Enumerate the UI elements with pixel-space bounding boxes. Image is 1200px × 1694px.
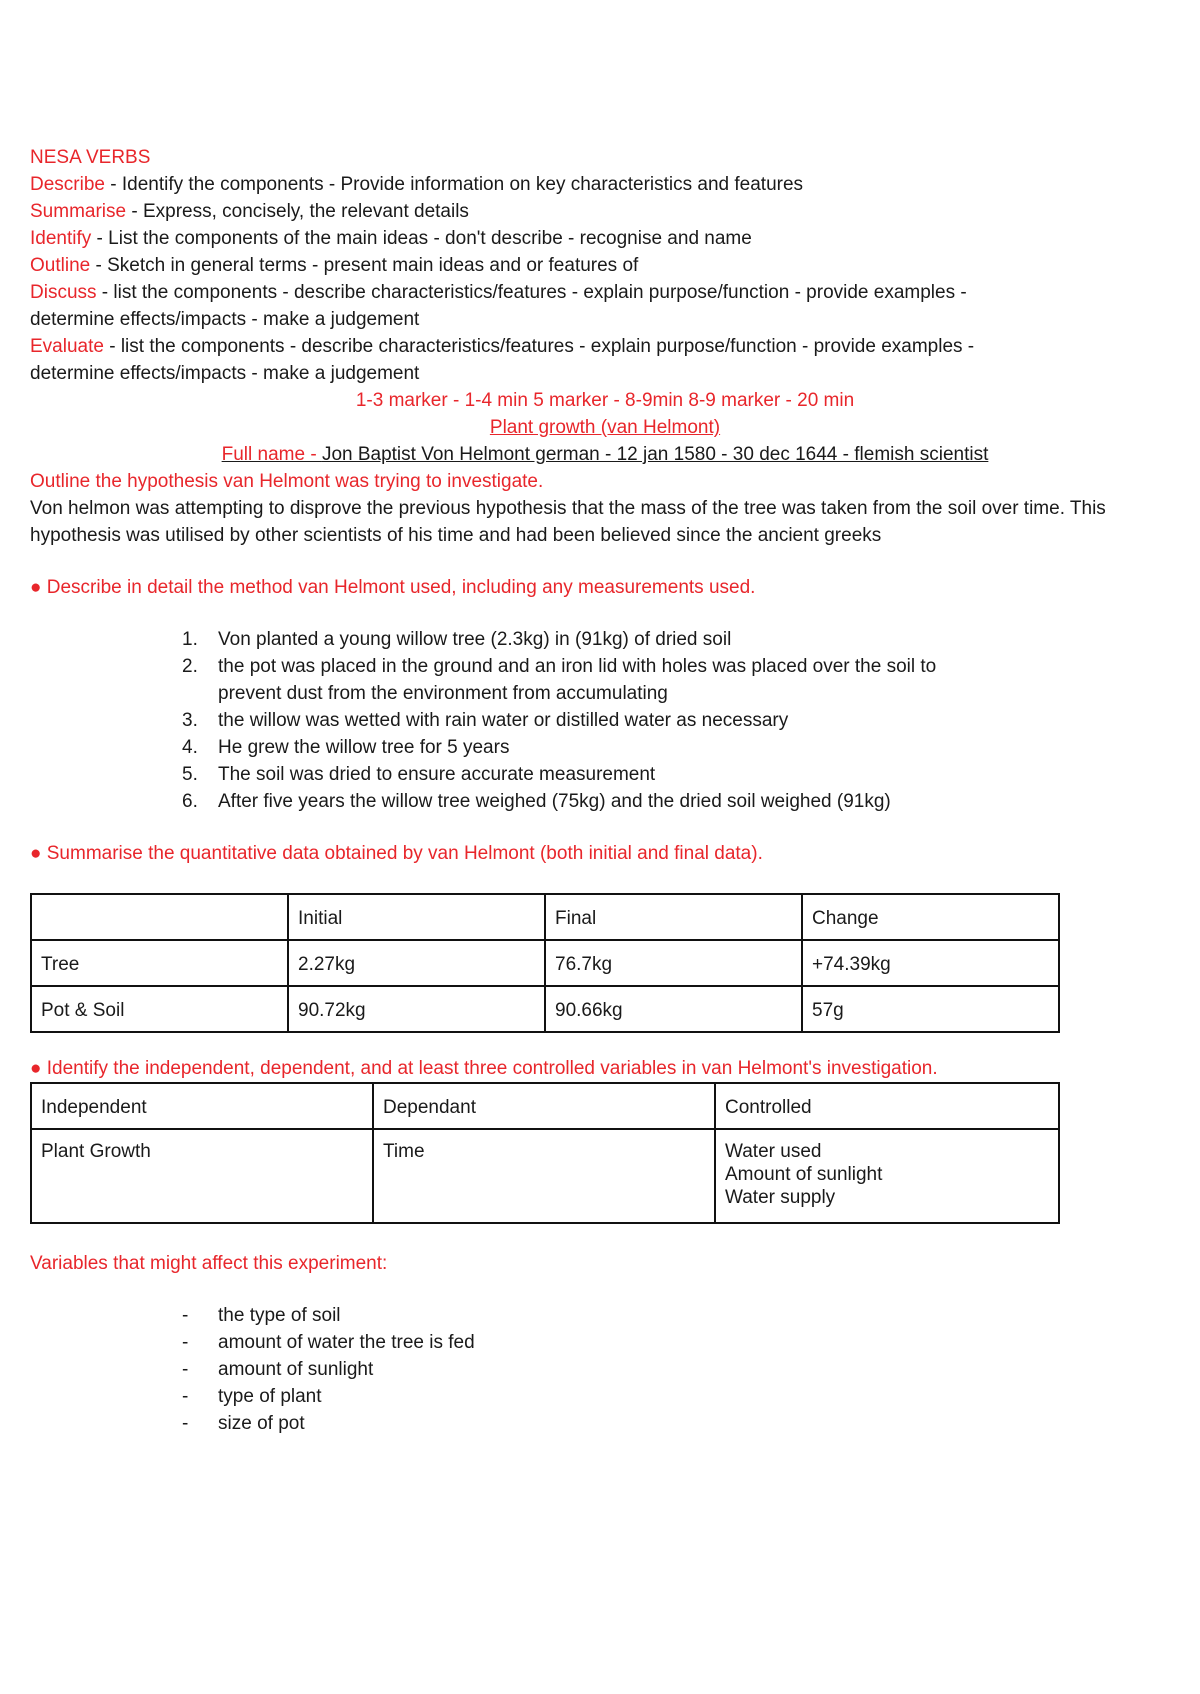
table-cell: 90.72kg bbox=[288, 986, 545, 1032]
list-item-text: the type of soil bbox=[218, 1305, 341, 1326]
dependent-variable-cell: Time bbox=[373, 1129, 715, 1223]
verb-summarise bbox=[30, 198, 1180, 225]
affect-heading: Variables that might affect this experiment: bbox=[30, 1253, 388, 1274]
verb-discuss-continued: determine effects/impacts - make a judgement bbox=[30, 309, 420, 330]
list-item bbox=[30, 1410, 1180, 1437]
table-cell: 2.27kg bbox=[288, 940, 545, 986]
list-item-text: type of plant bbox=[218, 1386, 322, 1407]
list-item bbox=[30, 707, 1180, 734]
controlled-variable: Water used bbox=[725, 1141, 822, 1162]
question-variables: ● Identify the independent, dependent, and at least three controlled variables in van Helmont's investigation. bbox=[30, 1058, 938, 1079]
step-text: the pot was placed in the ground and an iron lid with holes was placed over the soil to bbox=[218, 656, 937, 677]
step-number: 2. bbox=[182, 656, 198, 677]
affect-variables-list bbox=[30, 1302, 1180, 1437]
step-text: the willow was wetted with rain water or distilled water as necessary bbox=[218, 710, 789, 731]
dash-bullet: - bbox=[182, 1413, 189, 1434]
controlled-variable: Water supply bbox=[725, 1187, 836, 1208]
full-name-label: Full name - bbox=[221, 444, 322, 465]
list-item-text: amount of water the tree is fed bbox=[218, 1332, 475, 1353]
spacer bbox=[30, 815, 1180, 840]
independent-variable-cell: Plant Growth bbox=[31, 1129, 373, 1223]
list-item bbox=[30, 653, 1180, 707]
question-quantitative: ● Summarise the quantitative data obtained by van Helmont (both initial and final data). bbox=[30, 843, 763, 864]
table-header-cell: Final bbox=[545, 894, 802, 940]
table-cell: 76.7kg bbox=[545, 940, 802, 986]
step-number: 5. bbox=[182, 764, 198, 785]
list-item bbox=[30, 788, 1180, 815]
list-item-text: size of pot bbox=[218, 1413, 305, 1434]
markers-line: 1-3 marker - 1-4 min 5 marker - 8-9min 8-9 marker - 20 min bbox=[355, 390, 855, 411]
verb-term: Describe bbox=[30, 174, 105, 195]
table-header-row bbox=[31, 1083, 1059, 1129]
verb-term: Identify bbox=[30, 228, 92, 249]
verb-evaluate-continued: determine effects/impacts - make a judgement bbox=[30, 363, 420, 384]
dash-bullet: - bbox=[182, 1305, 189, 1326]
quantitative-data-table bbox=[30, 893, 1060, 1033]
spacer bbox=[30, 1277, 1180, 1302]
spacer bbox=[30, 549, 1180, 574]
spacer bbox=[30, 601, 1180, 626]
step-text-continued: prevent dust from the environment from accumulating bbox=[218, 683, 668, 704]
verb-term: Outline bbox=[30, 255, 91, 276]
controlled-variables-cell bbox=[715, 1129, 1059, 1223]
table-row bbox=[31, 1129, 1059, 1223]
answer-hypothesis-line1: Von helmon was attempting to disprove the previous hypothesis that the mass of the tree was taken from the soil over time. This bbox=[30, 498, 1106, 519]
spacer bbox=[30, 867, 1180, 893]
spacer bbox=[30, 1033, 1180, 1055]
variables-table bbox=[30, 1082, 1060, 1224]
verb-evaluate bbox=[30, 333, 1180, 360]
table-header-cell: Initial bbox=[288, 894, 545, 940]
controlled-variable: Amount of sunlight bbox=[725, 1164, 883, 1185]
verb-outline bbox=[30, 252, 1180, 279]
list-item bbox=[30, 1302, 1180, 1329]
dash-bullet: - bbox=[182, 1386, 189, 1407]
verb-term: Summarise bbox=[30, 201, 127, 222]
full-name-line bbox=[30, 441, 1180, 468]
question-hypothesis: Outline the hypothesis van Helmont was trying to investigate. bbox=[30, 471, 544, 492]
verb-definition: - Identify the components - Provide information on key characteristics and features bbox=[104, 174, 804, 195]
verb-definition: - list the components - describe characteristics/features - explain purpose/function - provide examples - bbox=[103, 336, 975, 357]
step-text: He grew the willow tree for 5 years bbox=[218, 737, 510, 758]
spacer bbox=[30, 1224, 1180, 1250]
table-row bbox=[31, 986, 1059, 1032]
verb-definition: - Express, concisely, the relevant details bbox=[126, 201, 469, 222]
step-text: After five years the willow tree weighed (75kg) and the dried soil weighed (91kg) bbox=[218, 791, 891, 812]
step-number: 4. bbox=[182, 737, 198, 758]
full-name-value: Jon Baptist Von Helmont german - 12 jan 1580 - 30 dec 1644 - flemish scientist bbox=[321, 444, 989, 465]
method-steps-list bbox=[30, 626, 1180, 815]
list-item bbox=[30, 1383, 1180, 1410]
list-item bbox=[30, 761, 1180, 788]
answer-hypothesis-line2: hypothesis was utilised by other scientists of his time and had been believed since the ancient greeks bbox=[30, 525, 882, 546]
table-cell: +74.39kg bbox=[802, 940, 1059, 986]
list-item bbox=[30, 1329, 1180, 1356]
verbs-heading: NESA VERBS bbox=[30, 147, 151, 168]
step-number: 3. bbox=[182, 710, 198, 731]
list-item bbox=[30, 626, 1180, 653]
verb-discuss bbox=[30, 279, 1180, 306]
topic-title: Plant growth (van Helmont) bbox=[489, 417, 721, 438]
verb-definition: - List the components of the main ideas - don't describe - recognise and name bbox=[91, 228, 752, 249]
document-content bbox=[30, 144, 1180, 1437]
table-header-row bbox=[31, 894, 1059, 940]
verb-definition: - Sketch in general terms - present main ideas and or features of bbox=[90, 255, 639, 276]
dash-bullet: - bbox=[182, 1332, 189, 1353]
verb-identify bbox=[30, 225, 1180, 252]
table-cell: Pot & Soil bbox=[31, 986, 288, 1032]
list-item-text: amount of sunlight bbox=[218, 1359, 374, 1380]
table-cell: Tree bbox=[31, 940, 288, 986]
verb-term: Evaluate bbox=[30, 336, 104, 357]
table-header-cell bbox=[31, 894, 288, 940]
step-number: 6. bbox=[182, 791, 198, 812]
question-method: ● Describe in detail the method van Helmont used, including any measurements used. bbox=[30, 577, 756, 598]
table-cell: 57g bbox=[802, 986, 1059, 1032]
list-item bbox=[30, 734, 1180, 761]
table-header-cell: Dependant bbox=[373, 1083, 715, 1129]
table-header-cell: Change bbox=[802, 894, 1059, 940]
verb-definition: - list the components - describe characteristics/features - explain purpose/function - provide examples - bbox=[96, 282, 967, 303]
table-row bbox=[31, 940, 1059, 986]
verb-describe bbox=[30, 171, 1180, 198]
dash-bullet: - bbox=[182, 1359, 189, 1380]
table-header-cell: Independent bbox=[31, 1083, 373, 1129]
table-cell: 90.66kg bbox=[545, 986, 802, 1032]
step-text: The soil was dried to ensure accurate measurement bbox=[218, 764, 656, 785]
table-header-cell: Controlled bbox=[715, 1083, 1059, 1129]
verb-term: Discuss bbox=[30, 282, 97, 303]
list-item bbox=[30, 1356, 1180, 1383]
step-number: 1. bbox=[182, 629, 198, 650]
step-text: Von planted a young willow tree (2.3kg) in (91kg) of dried soil bbox=[218, 629, 732, 650]
